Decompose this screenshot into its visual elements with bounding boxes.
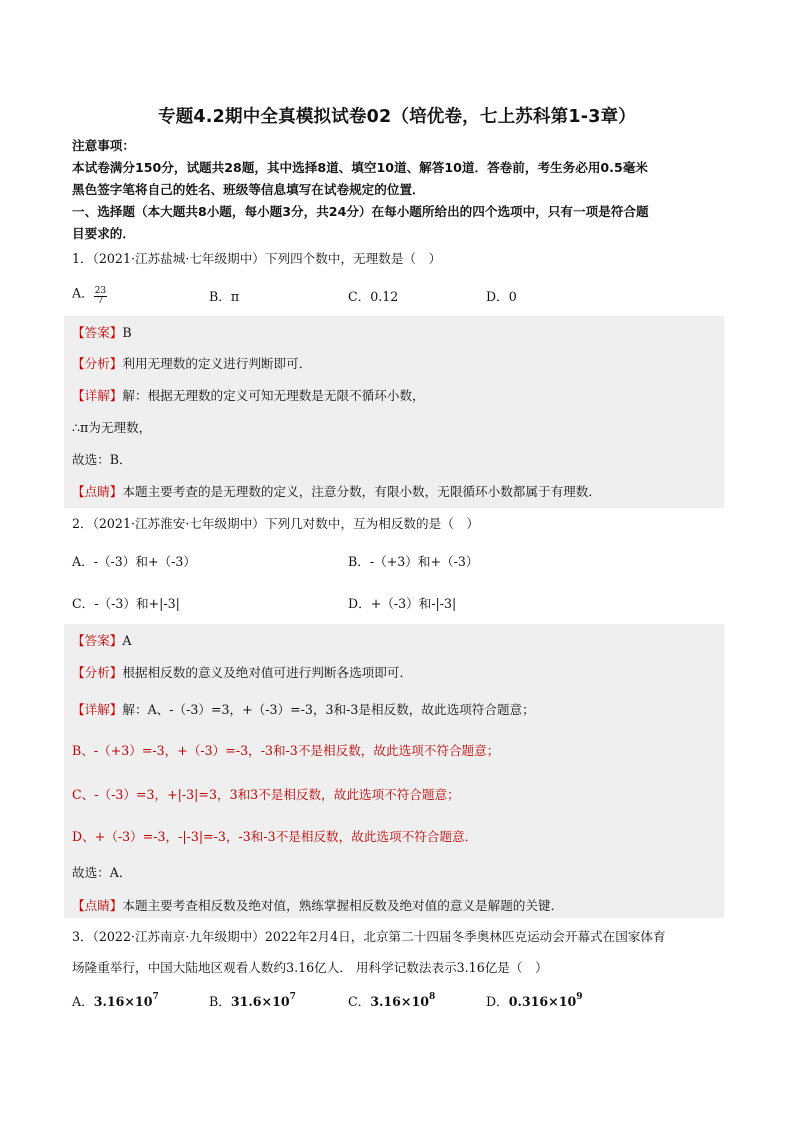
analysis-tag: 【分析】 xyxy=(72,356,123,371)
q1-option-a-fraction xyxy=(94,287,107,307)
notice-line-1: 本试卷满分150分，试题共28题，其中选择8道、填空10道、解答10道．答卷前，考生务必用0.5毫米 xyxy=(72,160,648,175)
q2-detail-b: B、-（+3）=-3，+（-3）=-3，-3和-3不是相反数，故此选项不符合题意； xyxy=(72,743,500,758)
option-exponent: 9 xyxy=(576,992,583,1002)
detail-tag: 【详解】 xyxy=(72,702,123,717)
detail-text: 解：A、-（-3）=3，+（-3）=-3，3和-3是相反数，故此选项符合题意； xyxy=(122,702,535,717)
q1-option-d: D．0 xyxy=(486,289,517,304)
option-base: 0.316×10 xyxy=(508,994,577,1009)
comment-tag: 【点睛】 xyxy=(72,898,123,913)
q1-solution-panel xyxy=(64,316,724,508)
option-exponent: 7 xyxy=(152,992,159,1002)
q1-option-b: B．π xyxy=(209,289,240,304)
q3-stem-line-1: 3．（2022·江苏南京·九年级期中）2022年2月4日，北京第二十四届冬季奥林匹克运动会开幕式在国家体育 xyxy=(72,929,666,944)
fraction-numerator: 23 xyxy=(94,286,107,296)
q2-detail xyxy=(72,704,535,717)
q1-analysis xyxy=(72,358,311,371)
q1-answer xyxy=(72,327,132,340)
q2-detail-d: D、+（-3）=-3，-|-3|=-3，-3和-3不是相反数，故此选项不符合题意． xyxy=(72,829,478,844)
q1-comment xyxy=(72,486,601,499)
analysis-tag: 【分析】 xyxy=(72,665,123,680)
q2-choice: 故选：A． xyxy=(72,865,132,880)
answer-value: B xyxy=(122,325,132,340)
q2-answer xyxy=(72,635,131,648)
option-base: 3.16×10 xyxy=(370,994,429,1009)
q1-option-a-label: A． xyxy=(72,285,94,301)
comment-text: 本题主要考查相反数及绝对值，熟练掌握相反数及绝对值的意义是解题的关键． xyxy=(122,898,564,913)
comment-text: 本题主要考查的是无理数的定义，注意分数，有限小数，无限循环小数都属于有理数． xyxy=(122,484,601,499)
q2-comment xyxy=(72,900,563,913)
section-heading-line-2: 目要求的． xyxy=(72,226,135,241)
q1-option-c: C．0.12 xyxy=(348,289,399,304)
q1-choice: 故选：B． xyxy=(72,452,132,467)
q2-analysis xyxy=(72,667,412,680)
analysis-text: 根据相反数的意义及绝对值可进行判断各选项即可． xyxy=(122,665,413,680)
q1-stem: 1．（2021·江苏盐城·七年级期中）下列四个数中，无理数是（ ） xyxy=(72,251,442,266)
comment-tag: 【点睛】 xyxy=(72,484,123,499)
option-label: A． xyxy=(72,994,94,1009)
q2-stem: 2．（2021·江苏淮安·七年级期中）下列几对数中，互为相反数的是（ ） xyxy=(72,516,479,531)
option-base: 3.16×10 xyxy=(93,994,153,1009)
q3-option-b xyxy=(209,993,296,1009)
q3-stem-line-2: 场隆重举行，中国大陆地区观看人数约3.16亿人． 用科学记数法表示3.16亿是（ ） xyxy=(72,960,548,975)
notice-heading: 注意事项： xyxy=(72,138,135,153)
option-label: C． xyxy=(348,994,371,1009)
q2-option-d: D．+（-3）和-|-3| xyxy=(348,596,457,611)
q1-detail-2: ∴π为无理数， xyxy=(72,420,152,435)
detail-text: 解：根据无理数的定义可知无理数是无限不循环小数， xyxy=(122,388,425,403)
option-label: D． xyxy=(486,994,509,1009)
q2-detail-c: C、-（-3）=3，+|-3|=3，3和3不是相反数，故此选项不符合题意； xyxy=(72,787,460,802)
analysis-text: 利用无理数的定义进行判断即可． xyxy=(122,356,312,371)
q2-option-a: A．-（-3）和+（-3） xyxy=(72,554,197,569)
option-base: 31.6×10 xyxy=(230,994,290,1009)
answer-tag: 【答案】 xyxy=(72,633,123,648)
notice-line-2: 黑色签字笔将自己的姓名、班级等信息填写在试卷规定的位置． xyxy=(72,182,425,197)
fraction-denominator: 7 xyxy=(97,296,104,307)
section-heading-line-1: 一、选择题（本大题共8小题，每小题3分，共24分）在每小题所给出的四个选项中，只有一项是符合题 xyxy=(72,204,649,219)
answer-value: A xyxy=(122,633,132,648)
answer-tag: 【答案】 xyxy=(72,325,123,340)
option-exponent: 7 xyxy=(289,992,296,1002)
page-title: 专题4.2期中全真模拟试卷02（培优卷，七上苏科第1-3章） xyxy=(158,107,636,127)
q1-detail xyxy=(72,390,425,403)
option-label: B． xyxy=(209,994,231,1009)
q3-option-d xyxy=(486,993,582,1009)
q2-option-c: C．-（-3）和+|-3| xyxy=(72,596,180,611)
q3-option-a xyxy=(72,993,159,1009)
option-exponent: 8 xyxy=(429,992,436,1002)
detail-tag: 【详解】 xyxy=(72,388,123,403)
q2-option-b: B．-（+3）和+（-3） xyxy=(348,554,479,569)
q3-option-c xyxy=(348,993,435,1009)
q1-option-a xyxy=(72,287,107,307)
